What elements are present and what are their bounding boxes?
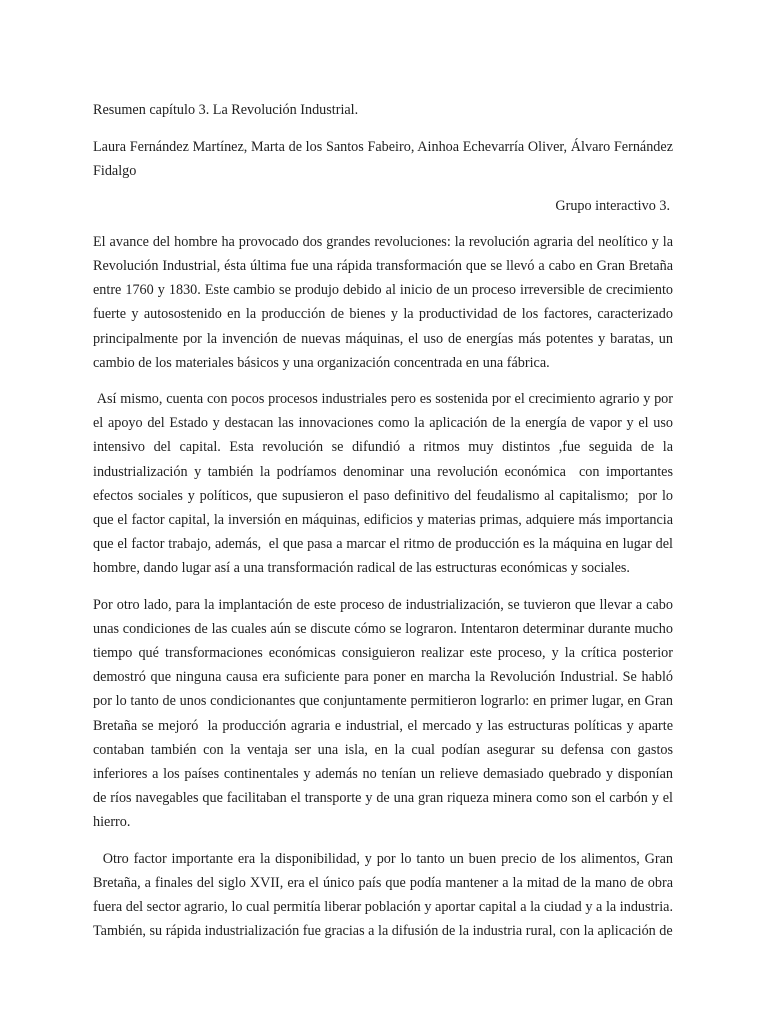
document-page [93, 98, 677, 956]
document-title: Resumen capítulo 3. La Revolución Industrial. [93, 102, 359, 118]
paragraph-1: El avance del hombre ha provocado dos grandes revoluciones: la revolución agraria del neolítico y la Revolución Industrial, ésta última fue una rápida transformación que se llevó a cabo en Gran Bretaña entre 1760 y 1830. Este cambio se produjo debido al inicio de un proceso irreversible de crecimiento fuerte y autosostenido en la producción de bienes y la productividad de los factores, caracterizado principalmente por la invención de nuevas máquinas, el uso de energías más potentes y baratas, un cambio de los materiales básicos y una organización concentrada en una fábrica. [93, 233, 677, 371]
paragraph-3: Por otro lado, para la implantación de este proceso de industrialización, se tuvieron que llevar a cabo unas condiciones de las cuales aún se discute cómo se lograron. Intentaron determinar durante mucho tiempo qué transformaciones económicas consiguieron realizar este proceso, y la crítica posterior demostró que ninguna causa era suficiente para poner en marcha la Revolución Industrial. Se habló por lo tanto de unos condicionantes que conjuntamente permitieron lograrlo: en primer lugar, en Gran Bretaña se mejoró la producción agraria e industrial, el mercado y las estructuras políticas y aparte contaban también con la ventaja ser una isla, en la cual podían asegurar su defensa con gastos inferiores a los países continentales y además no tenían un relieve demasiado quebrado y disponían de ríos navegables que facilitaban el transporte y de una gran riqueza minera como son el carbón y el hierro. [93, 596, 677, 831]
authors-line: Laura Fernández Martínez, Marta de los Santos Fabeiro, Ainhoa Echevarría Oliver, Álvaro Fernández Fidalgo [93, 139, 673, 180]
paragraph-2: Así mismo, cuenta con pocos procesos industriales pero es sostenida por el crecimiento agrario y por el apoyo del Estado y destacan las innovaciones como la aplicación de la energía de vapor y el uso intensivo del capital. Esta revolución se difundió a ritmos muy distintos ,fue seguida de la industrialización y también la podríamos denominar una revolución económica con importantes efectos sociales y políticos, que supusieron el paso definitivo del feudalismo al capitalismo; por lo que el factor capital, la inversión en máquinas, edificios y materias primas, adquiere más importancia que el factor trabajo, además, el que pasa a marcar el ritmo de producción es la máquina en lugar del hombre, dando lugar así a una transformación radical de las estructuras económicas y sociales. [93, 391, 677, 577]
group-label: Grupo interactivo 3. [555, 197, 670, 214]
paragraph-4: Otro factor importante era la disponibilidad, y por lo tanto un buen precio de los alimentos, Gran Bretaña, a finales del siglo XVII, era el único país que podía mantener a la mitad de la mano de obra fuera del sector agrario, lo cual permitía liberar población y aportar capital a la ciudad y a la industria. También, su rápida industrialización fue gracias a la difusión de la industria rural, con la aplicación de [93, 850, 677, 940]
